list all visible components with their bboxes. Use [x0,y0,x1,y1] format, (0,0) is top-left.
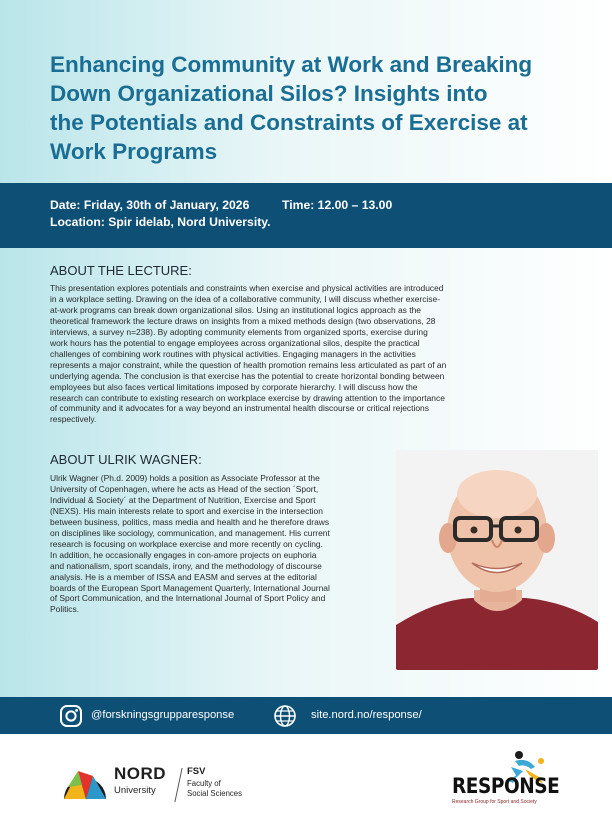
text-line: on disciplines like sociology, communication, and management. His current [50,527,330,538]
fsv-subtitle: Social Sciences [187,789,243,798]
response-wordmark: RESPONSE [452,774,560,798]
text-line: respectively. [50,414,97,425]
text-line: Politics. [50,604,80,615]
nord-subtitle: University [114,785,156,796]
about-lecture-text [50,283,446,425]
text-line: and nationalism, sport scandals, irony, and the methodology of discourse [50,560,322,571]
text-line: at-work programs can break down organizational silos. Using an institutional logics approach as the [50,304,421,315]
speaker-portrait [396,450,598,670]
event-time: Time: 12.00 – 13.00 [282,198,393,212]
title-line: Work Programs [50,139,218,164]
text-line: analysis. He is a member of ISSA and EASM and serves at the editorial [50,571,317,582]
text-line: represents a major constraint, while the question of health promotion remains less articulated as part of an [50,359,447,370]
text-line: University of Copenhagen, where he acts as Head of the section ´Sport, [50,483,319,494]
title-line: the Potentials and Constraints of Exercise at [50,110,528,135]
fsv-subtitle: Faculty of [187,779,221,788]
about-speaker-text [50,473,330,615]
instagram-handle-link[interactable]: @forskningsgrupparesponse [91,709,235,721]
text-line: Ulrik Wagner (Ph.d. 2009) holds a position as Associate Professor at the [50,473,320,483]
text-line: (NEXS). His main interests relate to sport and exercise in the intersection [50,505,323,516]
text-line: This presentation explores potentials and constraints when exercise and physical activities are introduced [50,283,444,293]
fsv-title: FSV [187,766,206,777]
logo-separator [174,768,182,802]
event-info-band [0,183,612,248]
lecture-title [50,50,590,166]
about-speaker-heading: ABOUT ULRIK WAGNER: [50,452,202,467]
text-line: in a workplace setting. Drawing on the idea of a collaborative community, I will discuss whether exercise- [50,293,441,304]
globe-icon[interactable] [273,704,297,728]
website-link[interactable]: site.nord.no/response/ [311,709,422,721]
event-location: Location: Spir idelab, Nord University. [50,215,271,229]
text-line: work hours has the potential to engage employees across organizational silos, despite the practical [50,337,420,348]
text-line: research is focusing on workplace exercise and more recently on cycling. [50,538,323,549]
title-line: Down Organizational Silos? Insights into [50,81,488,106]
text-line: of community and it advocates for a way beyond an instrumental health discourse or critical rejections [50,403,429,414]
nord-name: NORD [114,764,167,783]
footer [0,734,612,829]
nord-university-logo [60,759,110,799]
text-line: research can contribute to existing research on workplace exercise by drawing attention to the importance [50,392,445,403]
text-line: interviews, a survey n=238). By adopting community elements from organized sports, exercise during [50,326,428,337]
response-tagline: Research Group for Sport and Society [452,799,537,805]
text-line: of Sport Communication, and the International Journal of Sport Policy and [50,593,326,604]
text-line: challenges of combining work routines with physical activities. Engaging managers in the activities [50,348,416,359]
text-line: boards of the European Sport Management Quarterly, International Journal [50,582,330,593]
text-line: between business, politics, mass media and health and he therefore draws [50,516,330,527]
event-date: Date: Friday, 30th of January, 2026 [50,198,250,212]
text-line: underlying agenda. The conclusion is that exercise has the potential to create horizontal bonding between [50,370,445,381]
title-line: Enhancing Community at Work and Breaking [50,52,533,77]
text-line: employees but also faces vertical limitations imposed by corporate hierarchy. I will discuss how the [50,381,418,392]
text-line: theoretical framework the lecture draws on insights from a mixed methods design (two observations, 28 [50,315,436,326]
about-lecture-heading: ABOUT THE LECTURE: [50,263,192,278]
instagram-icon[interactable] [59,704,83,728]
text-line: Individual & Society´ at the Department of Nutrition, Exercise and Sport [50,494,316,505]
text-line: In addition, he occasionally engages in con-amore projects on euphoria [50,549,317,560]
contact-band [0,697,612,734]
